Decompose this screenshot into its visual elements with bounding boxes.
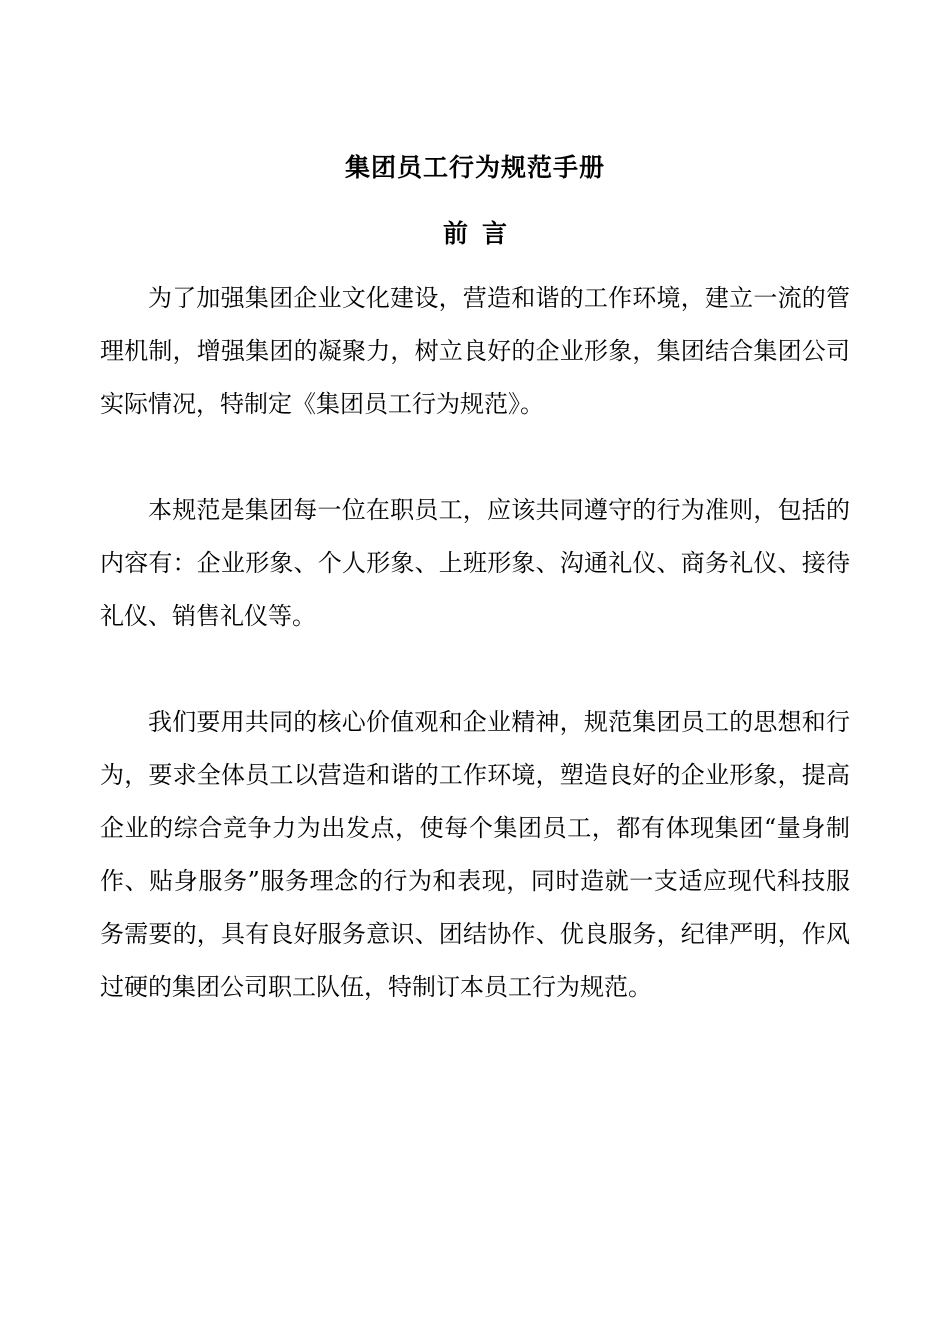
section-title-preface — [0, 214, 950, 254]
document-title: 集团员工行为规范手册 — [344, 153, 605, 182]
paragraph: 我们要用共同的核心价值观和企业精神，规范集团员工的思想和行为，要求全体员工以营造和谐的工作环境，塑造良好的企业形象，提高企业的综合竞争力为出发点，使每个集团员工，都有体现集团“量身制作、贴身服务”服务理念的行为和表现，同时造就一支适应现代科技服务需要的，具有良好服务意识、团结协作、优良服务，纪律严明，作风过硬的集团公司职工队伍，特制订本员工行为规范。 — [100, 708, 850, 1001]
section-title-char: 前 — [442, 219, 468, 248]
paragraph: 为了加强集团企业文化建设，营造和谐的工作环境，建立一流的管理机制，增强集团的凝聚力，树立良好的企业形象，集团结合集团公司实际情况，特制定《集团员工行为规范》。 — [100, 284, 850, 418]
section-title-char: 言 — [482, 219, 508, 248]
paragraph: 本规范是集团每一位在职员工，应该共同遵守的行为准则，包括的内容有：企业形象、个人形象、上班形象、沟通礼仪、商务礼仪、接待礼仪、销售礼仪等。 — [100, 496, 850, 630]
